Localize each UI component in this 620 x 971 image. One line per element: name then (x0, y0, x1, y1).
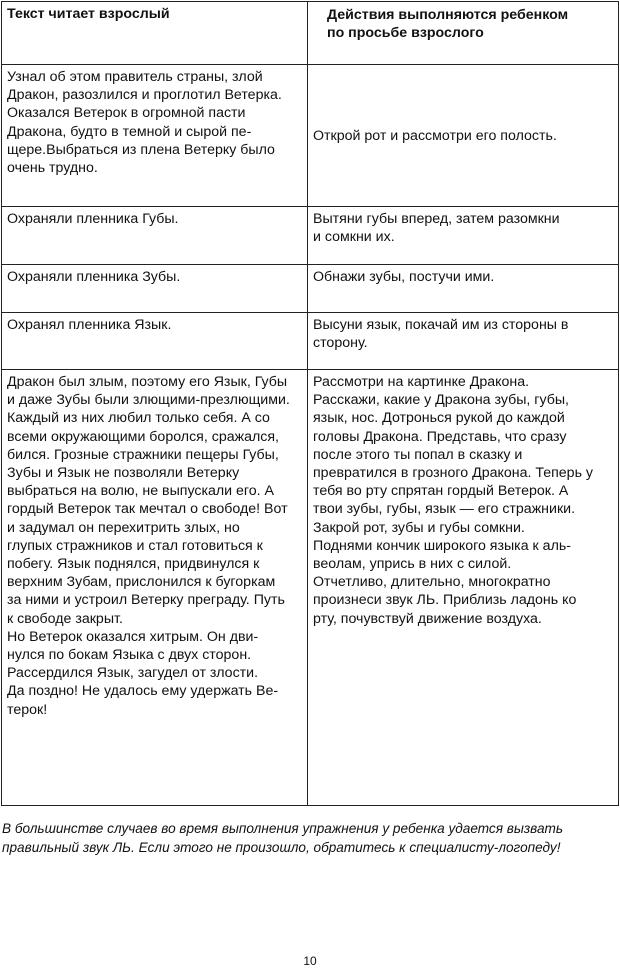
table-row (2, 370, 619, 806)
table-row (2, 265, 619, 313)
row-2-action: Вытяни губы вперед, затем разомкни и сомкни их. (308, 207, 619, 265)
table-row (2, 65, 619, 207)
exercise-table (1, 1, 619, 806)
table-header-row (2, 2, 619, 65)
row-3-action: Обнажи зубы, постучи ими. (308, 265, 619, 313)
row-2-story: Охраняли пленника Губы. (2, 207, 308, 265)
table-row (2, 207, 619, 265)
row-4-action: Высуни язык, покачай им из стороны в сторону. (308, 313, 619, 370)
row-3-story: Охраняли пленника Зубы. (2, 265, 308, 313)
row-5-story: Дракон был злым, поэтому его Язык, Губы и даже Зубы были злющими-презлющими. Каждый из них любил только себя. А со всеми окружающими боролся, сражался, бился. Грозные стражники пещеры Губы, Зубы и Язык не позволяли Ветерку выбраться на волю, не выпускали его. А гордый Ветерок так мечтал о свободе! Вот и задумал он перехитрить злых, но глупых стражников и стал готовиться к побегу. Язык поднялся, придвинулся к верхним Зубам, прислонился к бугоркам за ними и устроил Ветерку преграду. Путь к свободе закрыт. Но Ветерок оказался хитрым. Он дви- нулся по бокам Языка с двух сторон. Рассердился Язык, загудел от злости. Да поздно! Не удалось ему удержать Ве- терок! (2, 370, 308, 806)
footer-note: В большинстве случаев во время выполнения упражнения у ребенка удается вызвать правильный звук ЛЬ. Если этого не произошло, обратитесь к специалисту-логопеду! (2, 821, 564, 855)
row-5-action: Рассмотри на картинке Дракона. Расскажи, какие у Дракона зубы, губы, язык, нос. Дотронься рукой до каждой головы Дракона. Представь, что сразу после этого ты попал в сказку и превратился в грозного Дракона. Теперь у тебя во рту спрятан гордый Ветерок. А твои зубы, губы, язык — его стражники. Закрой рот, зубы и губы сомкни. Поднями кончик широкого языка к аль- веолам, упрись в них с силой. Отчетливо, длительно, многократно произнеси звук ЛЬ. Приблизь ладонь ко рту, почувствуй движение воздуха. (308, 370, 619, 806)
row-1-action: Открой рот и рассмотри его полость. (308, 65, 619, 207)
row-1-story: Узнал об этом правитель страны, злой Дракон, разозлился и проглотил Ветерка. Оказался Ветерок в огромной пасти Дракона, будто в темной и сырой пе- щере.Выбраться из плена Ветерку было очень трудно. (2, 65, 308, 207)
table-row (2, 313, 619, 370)
header-adult-text: Текст читает взрослый (2, 2, 308, 65)
page-number: 10 (303, 954, 317, 968)
header-child-actions: Действия выполняются ребенком по просьбе взрослого (308, 2, 619, 65)
row-4-story: Охранял пленника Язык. (2, 313, 308, 370)
